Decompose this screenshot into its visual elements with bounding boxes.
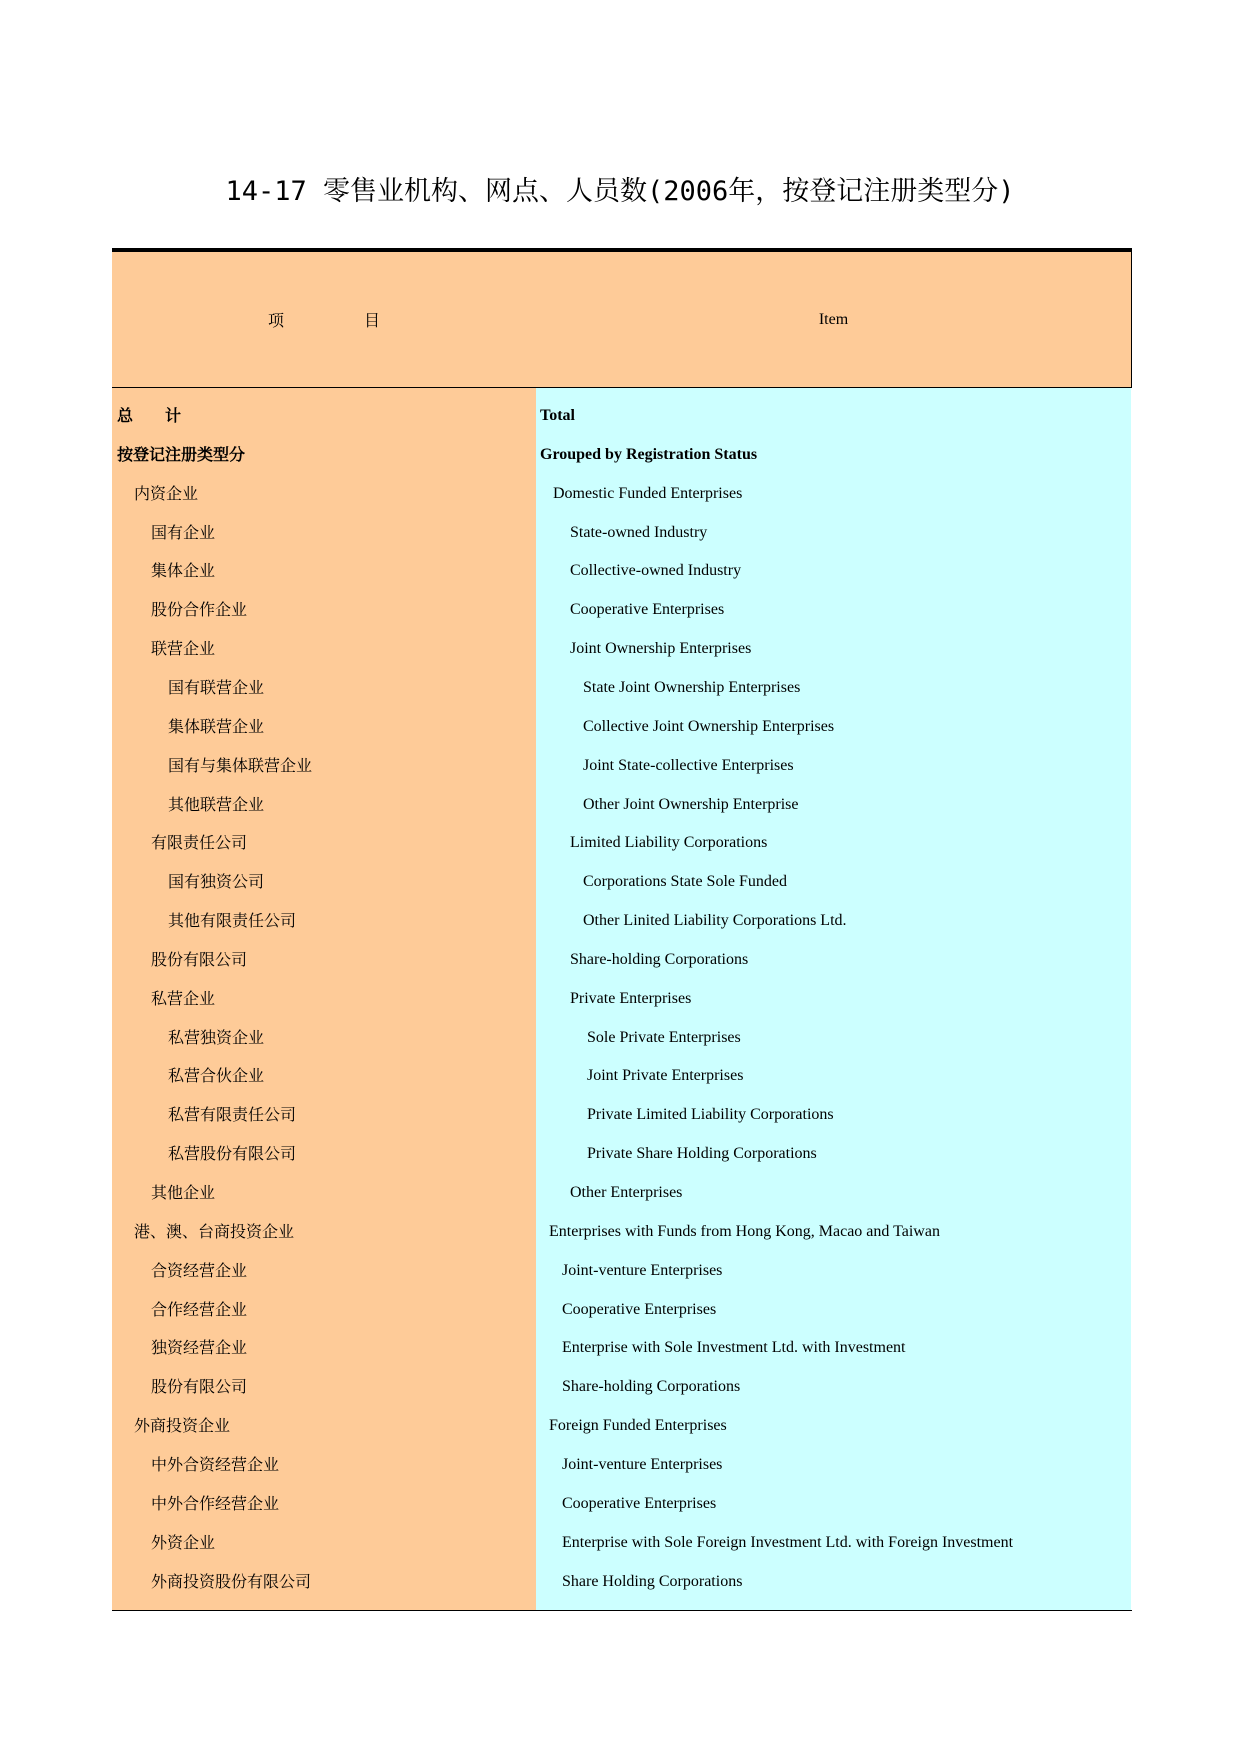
row-label-cn: 私营有限责任公司 [168, 1105, 297, 1124]
row-label-cn: 集体企业 [151, 561, 216, 580]
row-label-cn: 合资经营企业 [151, 1261, 248, 1280]
row-label-en: Other Enterprises [570, 1184, 683, 1201]
table-row [0, 668, 1240, 707]
table-row [0, 1445, 1240, 1484]
table-row [0, 1406, 1240, 1445]
table-row [0, 707, 1240, 746]
table-row [0, 901, 1240, 940]
row-label-cn: 合作经营企业 [151, 1300, 248, 1319]
row-label-cn: 国有与集体联营企业 [168, 756, 313, 775]
header-item-cn-part2: 目 [364, 313, 381, 330]
row-label-en: Enterprise with Sole Foreign Investment Ltd. with Foreign Investment [562, 1534, 1014, 1551]
row-label-cn: 其他联营企业 [168, 795, 265, 814]
row-label-cn: 股份有限公司 [151, 950, 248, 969]
table-row [0, 551, 1240, 590]
row-label-en: Enterprise with Sole Investment Ltd. with Investment [562, 1339, 906, 1356]
table-row [0, 823, 1240, 862]
table-row [0, 513, 1240, 552]
row-label-en: Other Joint Ownership Enterprise [583, 796, 799, 813]
table-row [0, 1173, 1240, 1212]
header-item-en: Item [818, 310, 849, 328]
row-label-en: Other Linited Liability Corporations Ltd. [583, 912, 847, 929]
row-label-cn: 外商投资企业 [134, 1416, 231, 1435]
table-row [0, 435, 1240, 474]
table-row [0, 1095, 1240, 1134]
row-label-cn: 其他有限责任公司 [168, 911, 297, 930]
table-row [0, 1212, 1240, 1251]
row-label-en: State-owned Industry [570, 524, 708, 541]
table-row [0, 940, 1240, 979]
row-label-en: Joint Private Enterprises [587, 1067, 744, 1084]
table-row [0, 1562, 1240, 1601]
row-label-cn: 港、澳、台商投资企业 [134, 1222, 295, 1241]
row-label-cn: 股份有限公司 [151, 1377, 248, 1396]
row-label-en: State Joint Ownership Enterprises [583, 679, 801, 696]
row-label-en: Cooperative Enterprises [562, 1301, 717, 1318]
row-label-en: Joint State-collective Enterprises [583, 757, 794, 774]
table-row [0, 1018, 1240, 1057]
row-label-cn: 外商投资股份有限公司 [151, 1572, 312, 1591]
table-row [0, 1523, 1240, 1562]
table-row [0, 629, 1240, 668]
table-row [0, 396, 1240, 435]
table-row [0, 1134, 1240, 1173]
table-row [0, 746, 1240, 785]
row-label-cn: 国有联营企业 [168, 678, 265, 697]
table-row [0, 1290, 1240, 1329]
table-row [0, 979, 1240, 1018]
row-label-cn: 独资经营企业 [151, 1338, 248, 1357]
table-row [0, 590, 1240, 629]
row-label-cn: 私营企业 [151, 989, 216, 1008]
table-row [0, 1251, 1240, 1290]
row-label-en: Share Holding Corporations [562, 1573, 743, 1590]
table-row [0, 1328, 1240, 1367]
row-label-en: Joint Ownership Enterprises [570, 640, 752, 657]
table-row [0, 1056, 1240, 1095]
row-label-en: Collective Joint Ownership Enterprises [583, 718, 835, 735]
table-row [0, 1367, 1240, 1406]
table-header [112, 252, 1132, 388]
row-label-cn: 内资企业 [134, 484, 199, 503]
row-label-en: Collective-owned Industry [570, 562, 742, 579]
row-label-en: Share-holding Corporations [562, 1378, 741, 1395]
table-row [0, 474, 1240, 513]
row-label-cn: 总 计 [117, 406, 182, 425]
row-label-cn: 中外合资经营企业 [151, 1455, 280, 1474]
row-label-cn: 外资企业 [151, 1533, 216, 1552]
row-label-en: Joint-venture Enterprises [562, 1262, 723, 1279]
row-label-en: Grouped by Registration Status [540, 446, 758, 463]
row-label-en: Cooperative Enterprises [570, 601, 725, 618]
table-row [0, 785, 1240, 824]
row-label-cn: 私营合伙企业 [168, 1066, 265, 1085]
row-label-en: Total [540, 407, 575, 424]
header-item-cn [112, 252, 536, 387]
row-label-en: Foreign Funded Enterprises [549, 1417, 727, 1434]
row-label-cn: 集体联营企业 [168, 717, 265, 736]
row-label-cn: 私营独资企业 [168, 1028, 265, 1047]
row-label-cn: 国有独资公司 [168, 872, 265, 891]
row-label-en: Private Limited Liability Corporations [587, 1106, 834, 1123]
row-label-en: Limited Liability Corporations [570, 834, 768, 851]
row-label-cn: 有限责任公司 [151, 833, 248, 852]
row-label-cn: 其他企业 [151, 1183, 216, 1202]
row-label-en: Private Share Holding Corporations [587, 1145, 817, 1162]
row-label-cn: 国有企业 [151, 523, 216, 542]
row-label-en: Domestic Funded Enterprises [553, 485, 743, 502]
table-row [0, 862, 1240, 901]
row-label-cn: 股份合作企业 [151, 600, 248, 619]
row-label-cn: 中外合作经营企业 [151, 1494, 280, 1513]
page-title: 14-17 零售业机构、网点、人员数(2006年，按登记注册类型分) [225, 176, 1015, 207]
row-label-en: Corporations State Sole Funded [583, 873, 787, 890]
row-label-en: Joint-venture Enterprises [562, 1456, 723, 1473]
row-label-cn: 私营股份有限公司 [168, 1144, 297, 1163]
row-label-en: Private Enterprises [570, 990, 692, 1007]
row-label-en: Sole Private Enterprises [587, 1029, 741, 1046]
table-row [0, 1484, 1240, 1523]
row-label-cn: 按登记注册类型分 [117, 445, 246, 464]
header-item-cn-part1: 项 [267, 313, 284, 330]
row-label-cn: 联营企业 [151, 639, 216, 658]
bottom-rule [112, 1610, 1132, 1611]
row-label-en: Share-holding Corporations [570, 951, 749, 968]
row-label-en: Enterprises with Funds from Hong Kong, Macao and Taiwan [549, 1223, 940, 1240]
row-label-en: Cooperative Enterprises [562, 1495, 717, 1512]
